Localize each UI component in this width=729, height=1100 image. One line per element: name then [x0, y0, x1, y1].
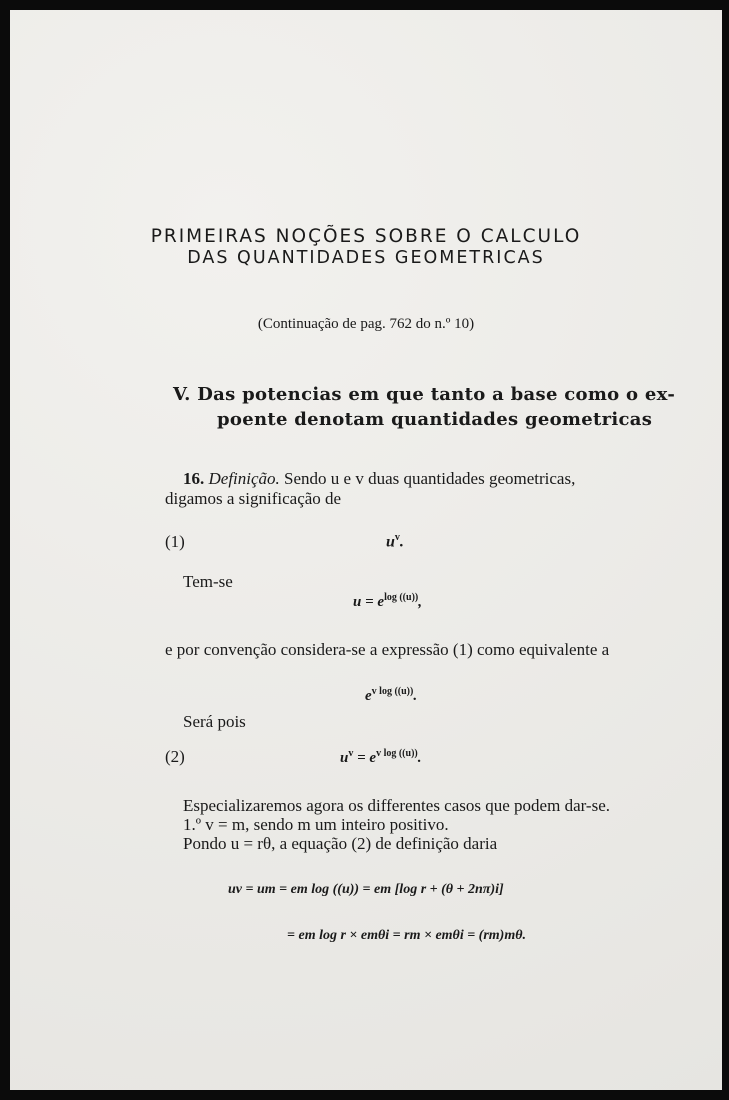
sera-pois-text: Será pois [183, 712, 246, 731]
title-line-1: PRIMEIRAS NOÇÕES SOBRE O CALCULO [150, 226, 582, 247]
equation-1-tag: (1) [165, 532, 185, 551]
paragraph-number: 16. [183, 469, 205, 488]
page [10, 10, 722, 1090]
equation-equivalent: $e^{v log ((u))}$. [365, 686, 418, 704]
paragraph-16-line-1 [183, 469, 575, 489]
convention-text: e por convenção considera-se a expressão (1) como equivalente a [165, 640, 610, 659]
definition-label: Definição. [208, 469, 280, 488]
special-line-1: Especializaremos agora os differentes casos que podem dar-se. [183, 796, 611, 815]
special-line-3: Pondo u = rθ, a equação (2) de definição daria [183, 834, 498, 853]
equation-3-line-2: = em log r × emθi = rm × emθi = (rm)mθ. [287, 928, 527, 943]
tem-se-text: Tem-se [183, 572, 233, 591]
equation-2-tag: (2) [165, 747, 185, 766]
title-line-2: DAS QUANTIDADES GEOMETRICAS [187, 248, 545, 268]
section-heading-line-2: poente denotam quantidades geometricas [217, 409, 653, 430]
equation-1: $u^v$. [386, 532, 404, 551]
continuation-note: (Continuação de pag. 762 do n.º 10) [257, 316, 475, 332]
paragraph-16-text: Sendo u e v duas quantidades geometricas, [284, 469, 576, 488]
paragraph-16-line-2: digamos a significação de [165, 489, 342, 508]
equation-u: $u = e^{log ((u))}$, [353, 592, 422, 610]
equation-2: $u^v = e^{v log ((u))}$. [340, 748, 422, 766]
section-heading-line-1: V. Das potencias em que tanto a base como o ex- [173, 384, 676, 405]
special-line-2: 1.º v = m, sendo m um inteiro positivo. [183, 815, 449, 834]
equation-3-line-1: uv = um = em log ((u)) = em [log r + (θ + 2nπ)i] [228, 882, 504, 897]
